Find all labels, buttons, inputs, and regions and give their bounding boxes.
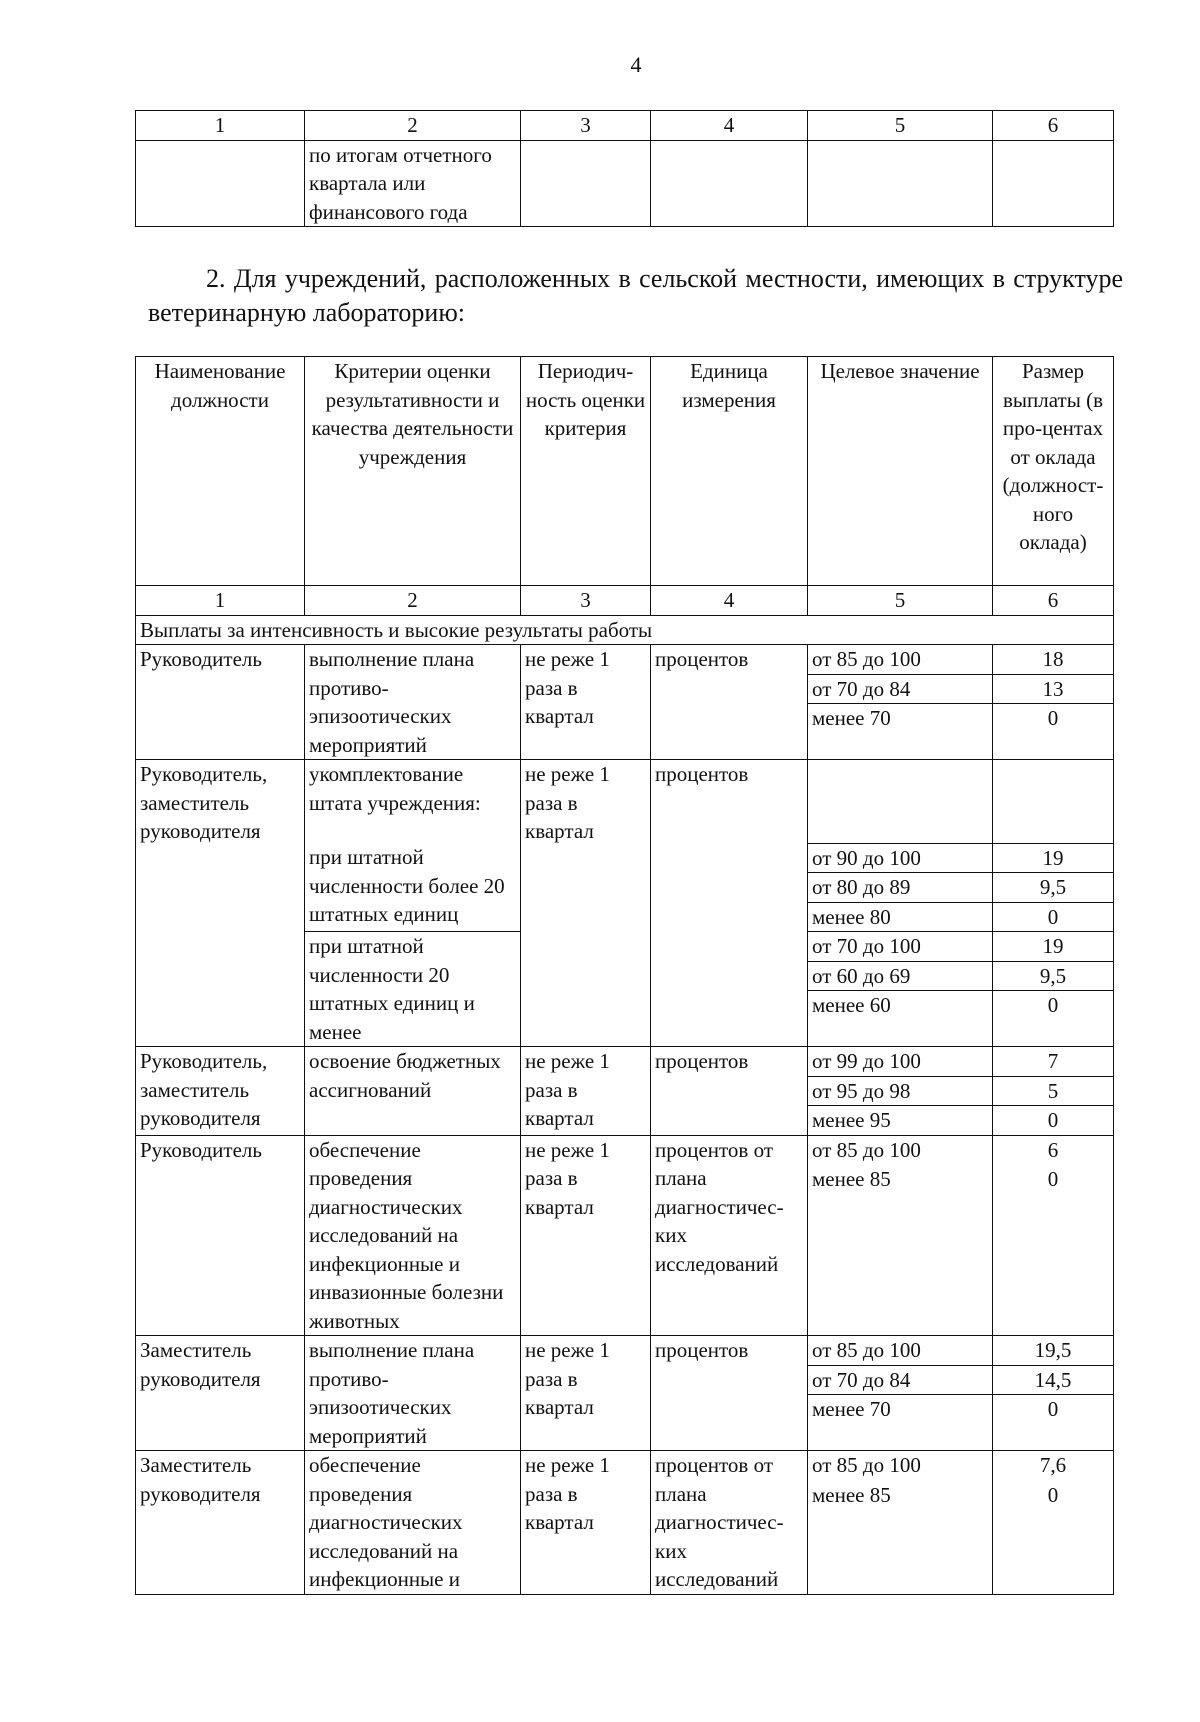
table-row [136,760,1114,844]
column-number: 1 [136,111,305,141]
pay-cell: 0 [993,1395,1114,1451]
column-number: 3 [521,111,651,141]
target-cell: от 70 до 84 [808,1365,993,1395]
target-cell: от 60 до 69 [808,961,993,991]
criterion-cell: освоение бюджетных ассигнований [305,1047,521,1136]
target-cell: менее 70 [808,1395,993,1451]
target-cell: от 85 до 100 [808,1451,993,1481]
table-row [136,140,1114,227]
target-cell: менее 85 [808,1165,993,1336]
table-cell [808,140,993,227]
column-number: 5 [808,586,993,616]
criterion-cell: укомплектование штата учреждения: [305,760,521,844]
table-cell: по итогам отчетного квартала или финансового года [305,140,521,227]
header-position: Наименование должности [136,357,305,586]
section-row [136,615,1114,645]
position-cell: Руководитель, заместитель руководителя [136,1047,305,1136]
position-cell: Заместитель руководителя [136,1451,305,1595]
pay-cell: 18 [993,645,1114,675]
criterion-cell: выполнение плана противо-эпизоотических мероприятий [305,1336,521,1451]
period-cell: не реже 1 раза в квартал [521,760,651,1047]
pay-cell: 13 [993,674,1114,704]
column-number: 6 [993,586,1114,616]
target-cell: от 85 до 100 [808,1336,993,1366]
unit-cell: процентов [651,760,808,1047]
table-cell [136,140,305,227]
table-cell [521,140,651,227]
column-number: 4 [651,111,808,141]
pay-cell: 19 [993,843,1114,873]
pay-cell: 9,5 [993,961,1114,991]
criterion-cell: обеспечение проведения диагностических исследований на инфекционные и инвазионные болезни животных [305,1135,521,1336]
target-cell: от 70 до 100 [808,932,993,962]
column-number: 2 [305,586,521,616]
target-cell: от 90 до 100 [808,843,993,873]
target-cell: менее 85 [808,1481,993,1595]
criterion-cell: обеспечение проведения диагностических исследований на инфекционные и [305,1451,521,1595]
page-number: 4 [630,52,642,77]
table-row [136,1047,1114,1077]
period-cell: не реже 1 раза в квартал [521,645,651,760]
target-cell: менее 95 [808,1106,993,1136]
target-cell: менее 70 [808,704,993,760]
paragraph-number: 2. [206,264,226,293]
table-row [136,1336,1114,1366]
pay-cell: 0 [993,1481,1114,1595]
pay-cell [993,760,1114,844]
target-cell: от 95 до 98 [808,1076,993,1106]
criterion-cell: выполнение плана противо-эпизоотических мероприятий [305,645,521,760]
header-target: Целевое значение [808,357,993,586]
column-number: 5 [808,111,993,141]
unit-cell: процентов [651,1047,808,1136]
pay-cell: 19,5 [993,1336,1114,1366]
section-title: Выплаты за интенсивность и высокие результаты работы [136,615,1114,645]
table-cell [993,140,1114,227]
target-cell: от 99 до 100 [808,1047,993,1077]
column-number: 6 [993,111,1114,141]
table-row [136,1451,1114,1481]
table-row [136,645,1114,675]
criteria-table [135,356,1114,1595]
pay-cell: 7 [993,1047,1114,1077]
header-periodicity: Периодич-ность оценки критерия [521,357,651,586]
target-cell: менее 80 [808,902,993,932]
unit-cell: процентов [651,645,808,760]
pay-cell: 0 [993,1106,1114,1136]
pay-cell: 0 [993,991,1114,1047]
target-cell: от 85 до 100 [808,645,993,675]
table-cell [651,140,808,227]
period-cell: не реже 1 раза в квартал [521,1047,651,1136]
column-number: 1 [136,586,305,616]
position-cell: Руководитель, заместитель руководителя [136,760,305,1047]
target-cell: от 70 до 84 [808,674,993,704]
section-paragraph [148,262,1123,330]
period-cell: не реже 1 раза в квартал [521,1135,651,1336]
position-cell: Руководитель [136,1135,305,1336]
pay-cell: 19 [993,932,1114,962]
pay-cell: 6 [993,1135,1114,1165]
unit-cell: процентов от плана диагностичес-ких исследований [651,1451,808,1595]
pay-cell: 0 [993,704,1114,760]
unit-cell: процентов [651,1336,808,1451]
table-header-row [136,357,1114,586]
pay-cell: 14,5 [993,1365,1114,1395]
header-payment: Размер выплаты (в про-центах от оклада (должност-ного оклада) [993,357,1114,586]
target-cell: от 85 до 100 [808,1135,993,1165]
header-criteria: Критерии оценки результативности и качества деятельности учреждения [305,357,521,586]
table-row [136,1135,1114,1165]
column-number: 3 [521,586,651,616]
period-cell: не реже 1 раза в квартал [521,1451,651,1595]
pay-cell: 0 [993,902,1114,932]
unit-cell: процентов от плана диагностичес-ких исследований [651,1135,808,1336]
pay-cell: 0 [993,1165,1114,1336]
column-numbers-row [136,586,1114,616]
header-unit: Единица измерения [651,357,808,586]
criterion-sub-cell: при штатной численности 20 штатных единиц и менее [305,932,521,1047]
table-header-row [136,111,1114,141]
pay-cell: 9,5 [993,873,1114,903]
pay-cell: 7,6 [993,1451,1114,1481]
column-number: 4 [651,586,808,616]
pay-cell: 5 [993,1076,1114,1106]
position-cell: Заместитель руководителя [136,1336,305,1451]
criterion-sub-cell: при штатной численности более 20 штатных единиц [305,843,521,932]
position-cell: Руководитель [136,645,305,760]
target-cell: от 80 до 89 [808,873,993,903]
paragraph-text: Для учреждений, расположенных в сельской местности, имеющих в структуре ветеринарную лабораторию: [148,264,1124,327]
period-cell: не реже 1 раза в квартал [521,1336,651,1451]
column-number: 2 [305,111,521,141]
target-cell [808,760,993,844]
continuation-table [135,110,1114,227]
target-cell: менее 60 [808,991,993,1047]
